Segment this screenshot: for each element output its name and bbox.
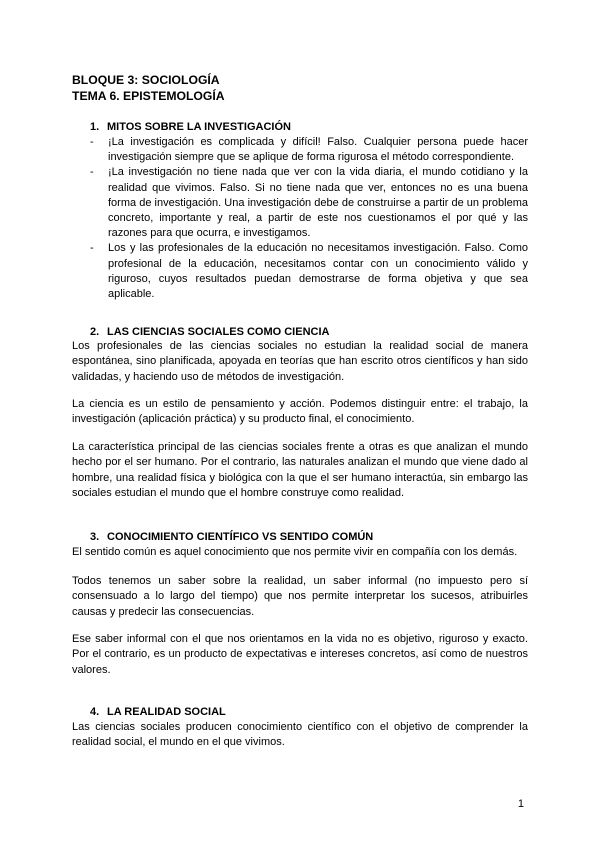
bullet-dash: - — [90, 136, 94, 148]
paragraph: Las ciencias sociales producen conocimiento científico con el objetivo de comprender la realidad social, el mundo en el que vivimos. — [72, 721, 528, 749]
section-number: 2. — [90, 326, 100, 338]
section-4-heading — [90, 705, 226, 720]
section-title: LAS CIENCIAS SOCIALES COMO CIENCIA — [107, 326, 330, 338]
section-3-heading — [90, 530, 373, 545]
section-number: 4. — [90, 706, 100, 718]
list-item: - ¡La investigación es complicada y difícil! Falso. Cualquier persona puede hacer investigación siempre que se aplique de forma rigurosa el método correspondiente. — [90, 136, 528, 164]
paragraph: El sentido común es aquel conocimiento que nos permite vivir en compañía con los demás. — [72, 546, 518, 558]
section-title: LA REALIDAD SOCIAL — [107, 706, 226, 718]
section-1-heading — [90, 120, 291, 135]
section-title: CONOCIMIENTO CIENTÍFICO VS SENTIDO COMÚN — [107, 531, 374, 543]
bullet-dash: - — [90, 166, 94, 179]
paragraph: La ciencia es un estilo de pensamiento y acción. Podemos distinguir entre: el trabajo, la investigación (aplicación práctica) y su producto final, el conocimiento. — [72, 398, 528, 426]
paragraph: Los profesionales de las ciencias sociales no estudian la realidad social de manera espontánea, sino planificada, apoyada en teorías que han escrito otros científicos y han sido validadas, y haciendo uso de métodos de investigación. — [72, 340, 528, 383]
section-2-heading — [90, 325, 329, 340]
list-item: - Los y las profesionales de la educación no necesitamos investigación. Falso. Como profesional de la educación, necesitamos contar con un conocimiento válido y riguroso, cuyos resultados puedan demostrarse de forma objetiva y que sea aplicable. — [90, 242, 528, 301]
block-title: BLOQUE 3: SOCIOLOGÍA — [72, 73, 220, 87]
paragraph: La característica principal de las ciencias sociales frente a otras es que analizan el mundo hecho por el ser humano. Por el contrario, las naturales analizan el mundo que viene dado al hombre, una realidad física y biológica con la que el ser humano interactúa, sin embargo las sociales estudian el mundo que el hombre construye como realidad. — [72, 441, 528, 500]
paragraph: Ese saber informal con el que nos orientamos en la vida no es objetivo, riguroso y exacto. Por el contrario, es un producto de expectativas e intereses concretos, así como de nuestros valores. — [72, 633, 528, 676]
list-item: - ¡La investigación no tiene nada que ver con la vida diaria, el mundo cotidiano y la realidad que vivimos. Falso. Si no tiene nada que ver, entonces no es una buena forma de investigación. Una investigación debe de construirse a partir de un problema concreto, importante y real, a partir de este nos cuestionamos el por qué y las razones para que ocurra, e investigamos. — [90, 166, 528, 240]
paragraph: Todos tenemos un saber sobre la realidad, un saber informal (no impuesto pero sí consensuado a lo largo del tiempo) que nos permite interpretar los sucesos, atribuirles causas y predecir las consecuencias. — [72, 575, 528, 618]
section-number: 3. — [90, 531, 100, 543]
section-title: MITOS SOBRE LA INVESTIGACIÓN — [107, 121, 291, 133]
page-number: 1 — [517, 798, 524, 810]
topic-title: TEMA 6. EPISTEMOLOGÍA — [72, 89, 225, 103]
section-number: 1. — [90, 121, 100, 133]
bullet-dash: - — [90, 242, 94, 255]
myths-list — [90, 135, 528, 302]
